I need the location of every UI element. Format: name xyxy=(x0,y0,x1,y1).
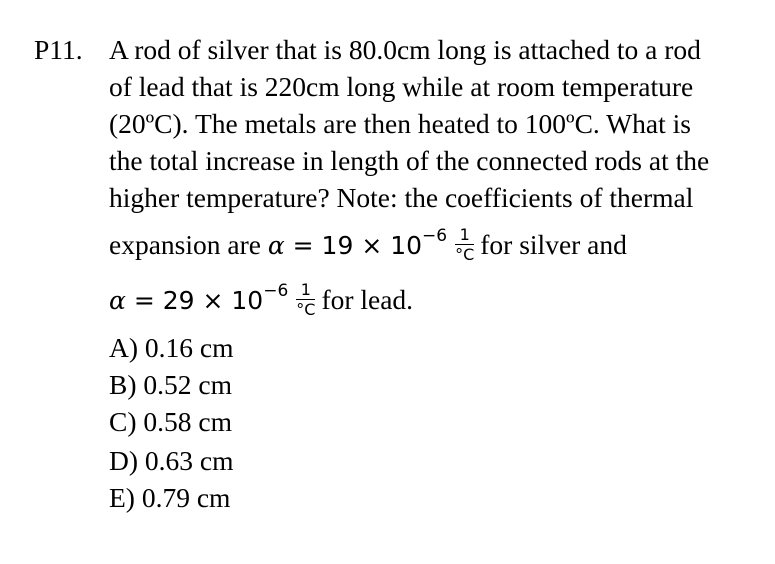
coefficient-value: = 19 × 10 xyxy=(284,231,423,260)
coefficient-suffix: for silver and xyxy=(480,229,627,260)
question-line-2: of lead that is 220cm long while at room temperature xyxy=(109,71,694,102)
question-line-4: the total increase in length of the connected rods at the xyxy=(109,145,710,176)
fraction-denominator: °C xyxy=(296,300,316,320)
coefficient-suffix: for lead. xyxy=(321,284,414,315)
question-line-5: higher temperature? Note: the coefficients of thermal xyxy=(109,182,694,213)
coefficient-value: = 29 × 10 xyxy=(125,286,264,315)
alpha-symbol: α xyxy=(109,286,126,315)
unit-fraction xyxy=(455,225,474,264)
exponent: −6 xyxy=(422,226,448,246)
fraction-numerator: 1 xyxy=(455,225,474,245)
alpha-symbol: α xyxy=(267,231,285,260)
question-line-3: (20ºC). The metals are then heated to 100ºC. What is xyxy=(109,108,691,139)
coefficient-prefix: expansion are xyxy=(109,229,268,260)
coefficient-line-silver xyxy=(109,226,627,268)
choice-c: C) 0.58 cm xyxy=(109,406,232,437)
choice-b: B) 0.52 cm xyxy=(109,369,232,400)
fraction-numerator: 1 xyxy=(296,280,315,300)
coefficient-line-lead xyxy=(109,281,413,323)
exponent: −6 xyxy=(263,281,289,301)
choice-d: D) 0.63 cm xyxy=(109,445,234,476)
fraction-denominator: °C xyxy=(455,245,475,265)
unit-fraction xyxy=(296,280,315,319)
choice-a: A) 0.16 cm xyxy=(109,332,234,363)
choice-e: E) 0.79 cm xyxy=(109,482,231,513)
question-line-1: A rod of silver that is 80.0cm long is attached to a rod xyxy=(109,34,701,65)
problem-number: P11. xyxy=(34,34,83,65)
